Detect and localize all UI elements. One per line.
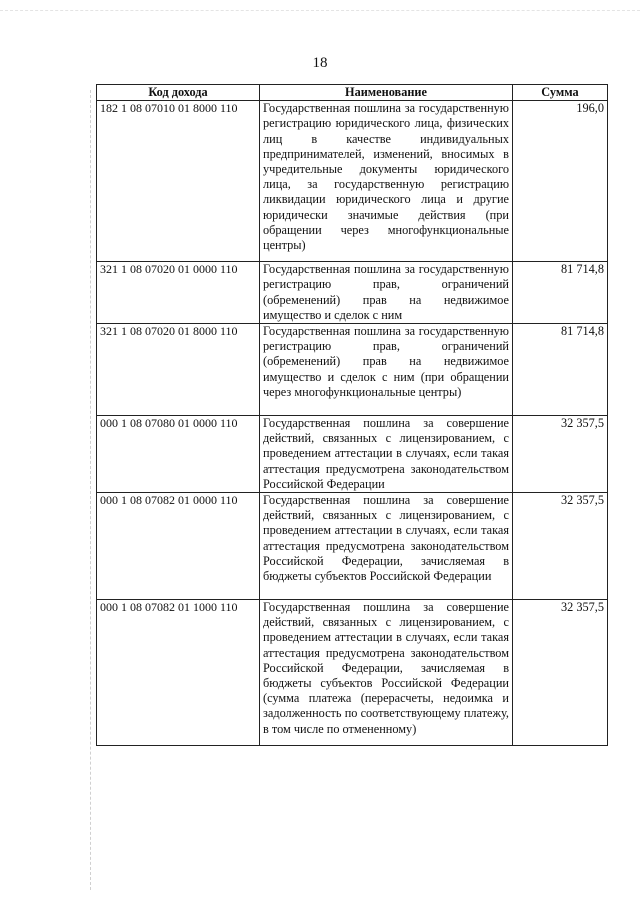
income-name: Государственная пошлина за совершение действий, связанных с лицензированием, с проведением аттестации в случаях, если такая аттестация предусмотрена законодательством Российской Федерации, зачисляемая в бюджеты субъектов Российской Федерации [260, 493, 513, 600]
income-sum: 81 714,8 [513, 262, 608, 324]
income-code: 000 1 08 07082 01 1000 110 [97, 600, 260, 746]
page-number: 18 [312, 55, 328, 71]
income-code: 000 1 08 07080 01 0000 110 [97, 416, 260, 493]
income-sum: 32 357,5 [513, 493, 608, 600]
header-code: Код дохода [97, 85, 260, 101]
income-sum: 196,0 [513, 101, 608, 262]
income-name: Государственная пошлина за государственную регистрацию юридического лица, физических лиц в качестве индивидуальных предпринимателей, изменений, вносимых в учредительные документы юридического лица, за государственную регистрацию ликвидации юридического лица и другие юридически значимые действия (при обращении через многофункциональные центры) [260, 101, 513, 262]
table-row [97, 600, 608, 746]
table-row [97, 262, 608, 324]
income-name: Государственная пошлина за совершение действий, связанных с лицензированием, с проведением аттестации в случаях, если такая аттестация предусмотрена законодательством Российской Федерации, зачисляемая в бюджеты субъектов Российской Федерации (сумма платежа (перерасчеты, недоимка и задолженность по соответствующему платежу, в том числе по отмененному) [260, 600, 513, 746]
table-row [97, 324, 608, 416]
revenue-table [96, 84, 608, 746]
income-sum: 32 357,5 [513, 416, 608, 493]
header-name: Наименование [260, 85, 513, 101]
income-code: 000 1 08 07082 01 0000 110 [97, 493, 260, 600]
income-name: Государственная пошлина за государственную регистрацию прав, ограничений (обременений) прав на недвижимое имущество и сделок с ним [260, 262, 513, 324]
table-row [97, 493, 608, 600]
header-sum: Сумма [513, 85, 608, 101]
scan-artifact-left [90, 90, 91, 890]
income-code: 321 1 08 07020 01 8000 110 [97, 324, 260, 416]
income-sum: 81 714,8 [513, 324, 608, 416]
table-row [97, 101, 608, 262]
income-sum: 32 357,5 [513, 600, 608, 746]
income-code: 321 1 08 07020 01 0000 110 [97, 262, 260, 324]
scan-artifact-top [0, 10, 640, 11]
table-header-row [97, 85, 608, 101]
income-name: Государственная пошлина за государственную регистрацию прав, ограничений (обременений) прав на недвижимое имущество и сделок с ним (при обращении через многофункциональные центры) [260, 324, 513, 416]
income-code: 182 1 08 07010 01 8000 110 [97, 101, 260, 262]
income-name: Государственная пошлина за совершение действий, связанных с лицензированием, с проведением аттестации в случаях, если такая аттестация предусмотрена законодательством Российской Федерации [260, 416, 513, 493]
table-row [97, 416, 608, 493]
